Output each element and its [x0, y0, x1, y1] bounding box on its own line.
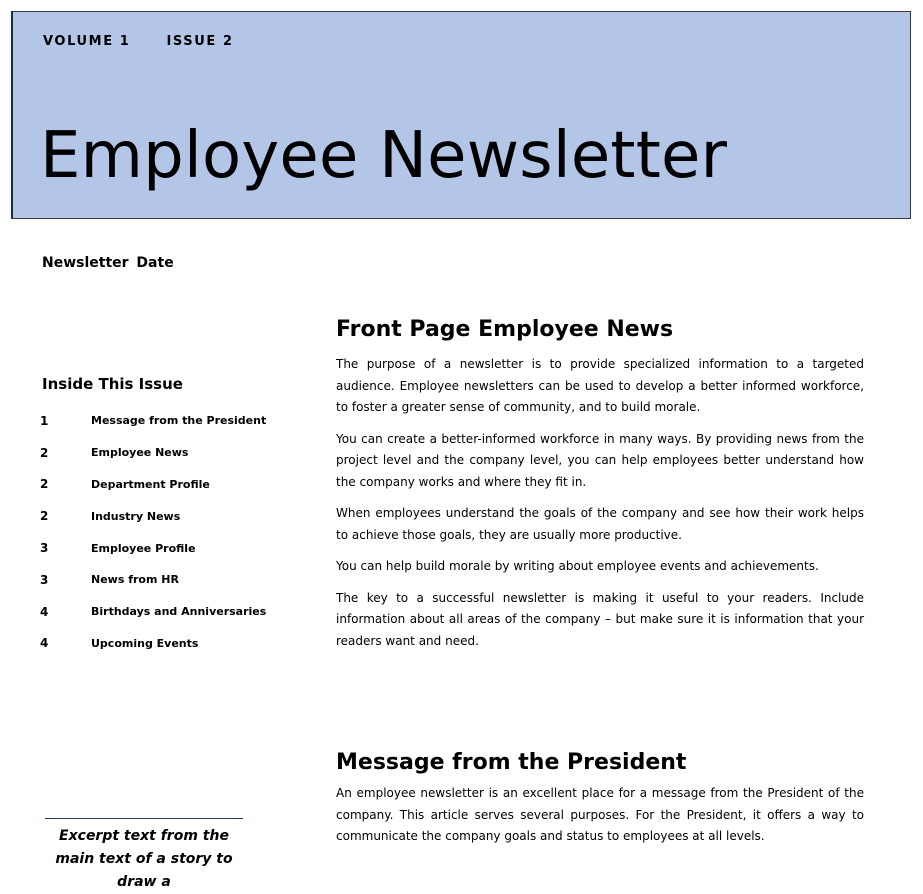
toc-page-number: 4 — [40, 604, 49, 619]
toc-item-title: Employee News — [91, 446, 189, 460]
toc-page-number: 2 — [40, 445, 49, 460]
toc-item — [40, 596, 280, 628]
toc-item — [40, 437, 280, 469]
toc-page-number: 2 — [40, 477, 49, 492]
article-paragraph: When employees understand the goals of the company and see how their work helps to achieve those goals, they are usually more productive. — [336, 506, 864, 542]
toc-heading: Inside This Issue — [42, 375, 183, 393]
toc-page-number: 3 — [40, 572, 49, 587]
pull-quote-excerpt: Excerpt text from the main text of a story to draw a — [45, 818, 243, 894]
toc-item — [40, 405, 280, 437]
issue-line — [43, 34, 234, 49]
toc-item-title: Upcoming Events — [91, 636, 199, 650]
issue-label: ISSUE 2 — [166, 34, 234, 49]
toc-page-number: 3 — [40, 541, 49, 556]
article-heading: Message from the President — [336, 750, 687, 775]
article-paragraph: An employee newsletter is an excellent place for a message from the President of the company. This article serves several purposes. For the President, it offers a way to communicate the company goals and status to employees at all levels. — [336, 786, 864, 843]
article-heading: Front Page Employee News — [336, 317, 674, 342]
toc-page-number: 4 — [40, 636, 49, 651]
toc-page-number: 2 — [40, 509, 49, 524]
toc-item-title: Message from the President — [91, 414, 267, 428]
toc-item-title: News from HR — [91, 573, 179, 587]
newsletter-title: Employee Newsletter — [40, 119, 728, 193]
toc-item-title: Department Profile — [91, 477, 210, 491]
toc-item-title: Birthdays and Anniversaries — [91, 605, 267, 619]
toc-item — [40, 500, 280, 532]
article-paragraph: The key to a successful newsletter is making it useful to your readers. Include information about all areas of the company – but make sure it is information that your readers want and need. — [336, 590, 864, 648]
toc-item — [40, 469, 280, 501]
article-president-message — [336, 749, 864, 858]
table-of-contents — [40, 405, 280, 659]
toc-item-title: Industry News — [91, 509, 181, 523]
volume-label: VOLUME 1 — [43, 34, 131, 49]
article-paragraph: The purpose of a newsletter is to provide specialized information to a targeted audience. Employee newsletters can be used to develop a better informed workforce, to foster a greater sense of community, and to build morale. — [336, 357, 864, 414]
article-paragraph: You can help build morale by writing about employee events and achievements. — [336, 559, 819, 573]
article-paragraph: You can create a better-informed workforce in many ways. By providing news from the project level and the company level, you can help employees better understand how the company works and where they fit in. — [336, 431, 864, 489]
toc-item — [40, 564, 280, 596]
newsletter-date: Newsletter Date — [42, 255, 174, 271]
toc-page-number: 1 — [40, 413, 49, 428]
article-front-page-news — [336, 316, 864, 662]
toc-item-title: Employee Profile — [91, 541, 196, 555]
toc-item — [40, 532, 280, 564]
toc-item — [40, 628, 280, 660]
masthead — [11, 11, 911, 219]
